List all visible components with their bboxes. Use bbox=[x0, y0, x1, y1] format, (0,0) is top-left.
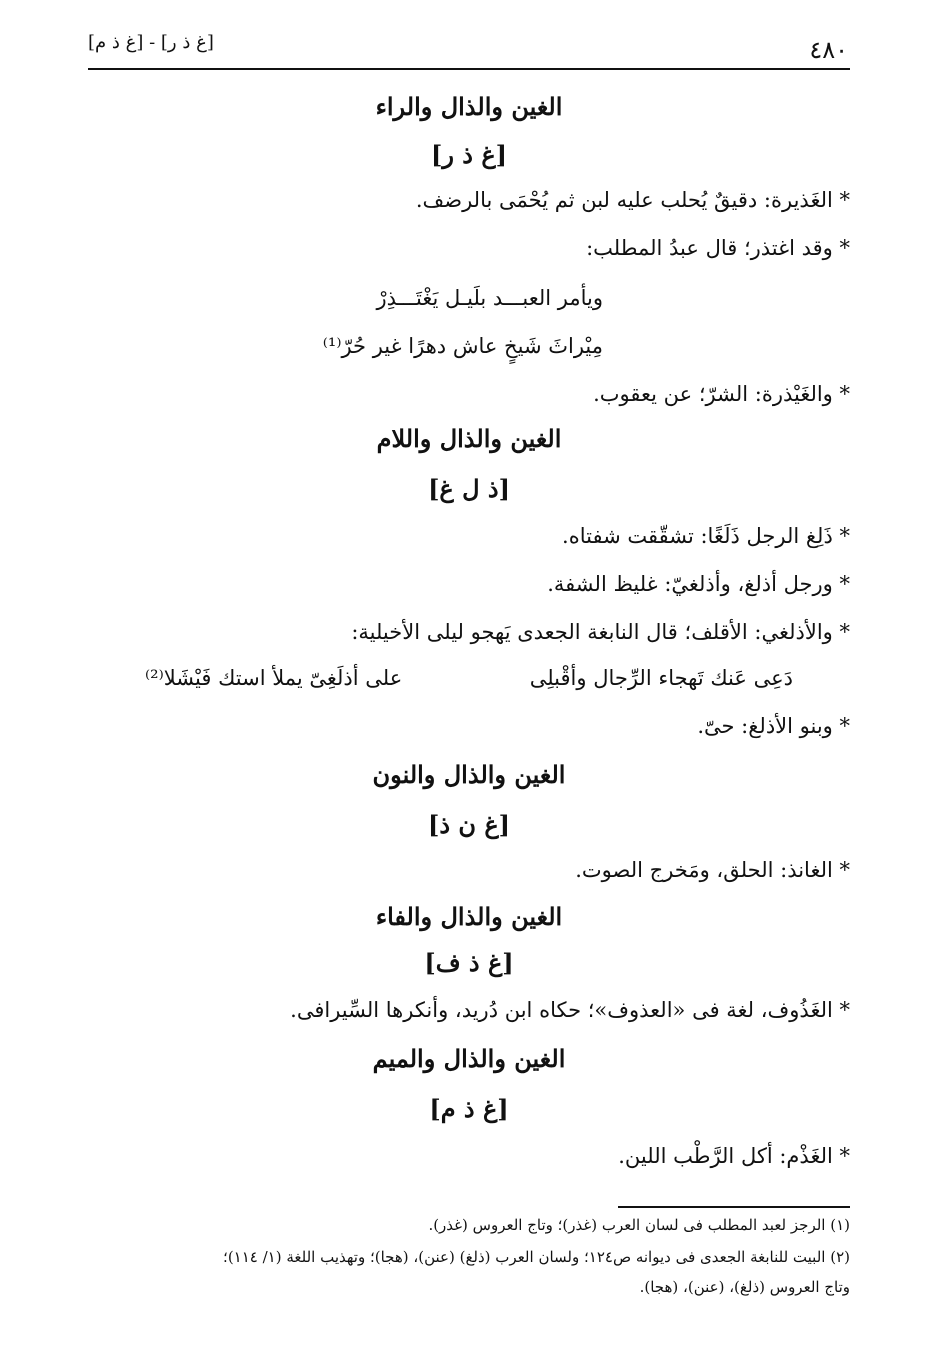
section-title-ghayn-dhal-mim: الغين والذال والميم bbox=[372, 1044, 566, 1073]
root-label-dhlgh: [ذ ل غ] bbox=[428, 474, 510, 503]
header-rule bbox=[88, 68, 850, 70]
root-label-ghdhm: [غ ذ م] bbox=[429, 1094, 509, 1123]
entry-al-ghanidh: * الغانذ: الحلق، ومَخرج الصوت. bbox=[575, 858, 850, 882]
running-header-keys: [غ ذ ر] - [غ ذ م] bbox=[88, 32, 214, 53]
section-title-ghayn-dhal-nun: الغين والذال والنون bbox=[372, 760, 566, 789]
page-number: ٤٨٠ bbox=[809, 36, 848, 64]
footnote-1: (١) الرجز لعبد المطلب فى لسان العرب (غذر)؛ وتاج العروس (غذر). bbox=[428, 1216, 850, 1234]
footnote-2-continued: وتاج العروس (ذلغ)، (عنن)، (هجا). bbox=[639, 1278, 850, 1296]
root-label-ghdhf: [غ ذ ف] bbox=[424, 948, 514, 977]
verse-hemistich-right: دَعِى عَنك تَهجاء الرِّجال وأقْبلِى bbox=[529, 666, 793, 690]
verse-line-1: ويأمر العبـــد بلَيـل يَغْتَـــذِرْ bbox=[376, 286, 603, 310]
root-label-ghdr: [غ ذ ر] bbox=[430, 140, 508, 169]
entry-banu-al-adhlagh: * وبنو الأذلغ: حىّ. bbox=[697, 714, 850, 738]
entry-al-ghadhuf: * الغَذُوف، لغة فى «العذوف»؛ حكاه ابن دُريد، وأنكرها السِّيرافى. bbox=[290, 998, 850, 1022]
entry-adhlagh: * ورجل أذلغ، وأذلغيّ: غليظ الشفة. bbox=[547, 572, 850, 596]
section-title-ghayn-dhal-ra: الغين والذال والراء bbox=[375, 92, 563, 121]
footnote-rule bbox=[618, 1206, 850, 1208]
root-label-ghndh: [غ ن ذ] bbox=[427, 810, 511, 839]
entry-ghaydhara: * والغَيْذرة: الشرّ؛ عن يعقوب. bbox=[593, 382, 850, 406]
footnote-2: (٢) البيت للنابغة الجعدى فى ديوانه ص١٢٤؛ ولسان العرب (ذلغ) (عنن)، (هجا)؛ وتهذيب اللغة (١/ ١١٤)؛ bbox=[223, 1248, 850, 1266]
entry-al-ghadhm: * الغَذْم: أكل الرَّطْب اللين. bbox=[618, 1144, 850, 1168]
entry-ightadhara: * وقد اغتذر؛ قال عبدُ المطلب: bbox=[586, 236, 850, 260]
entry-dhaligha: * ذَلِغ الرجل ذَلَغًا: تشقّقت شفتاه. bbox=[562, 524, 850, 548]
section-title-ghayn-dhal-fa: الغين والذال والفاء bbox=[375, 902, 563, 931]
entry-ghadhira: * الغَذيرة: دقيقٌ يُحلب عليه لبن ثم يُحْمَى بالرضف. bbox=[415, 188, 850, 212]
verse-hemistich-left: على أذلَغِىّ يملأ استك فَيْشَلا⁽²⁾ bbox=[145, 666, 403, 690]
section-title-ghayn-dhal-lam: الغين والذال واللام bbox=[376, 424, 562, 453]
verse-line-2: مِيْراثَ شَيخٍ عاش دهرًا غير حُرّ⁽¹⁾ bbox=[322, 334, 603, 358]
entry-al-adhlaghi: * والأذلغي: الأقلف؛ قال النابغة الجعدى يَهجو ليلى الأخيلية: bbox=[351, 620, 850, 644]
